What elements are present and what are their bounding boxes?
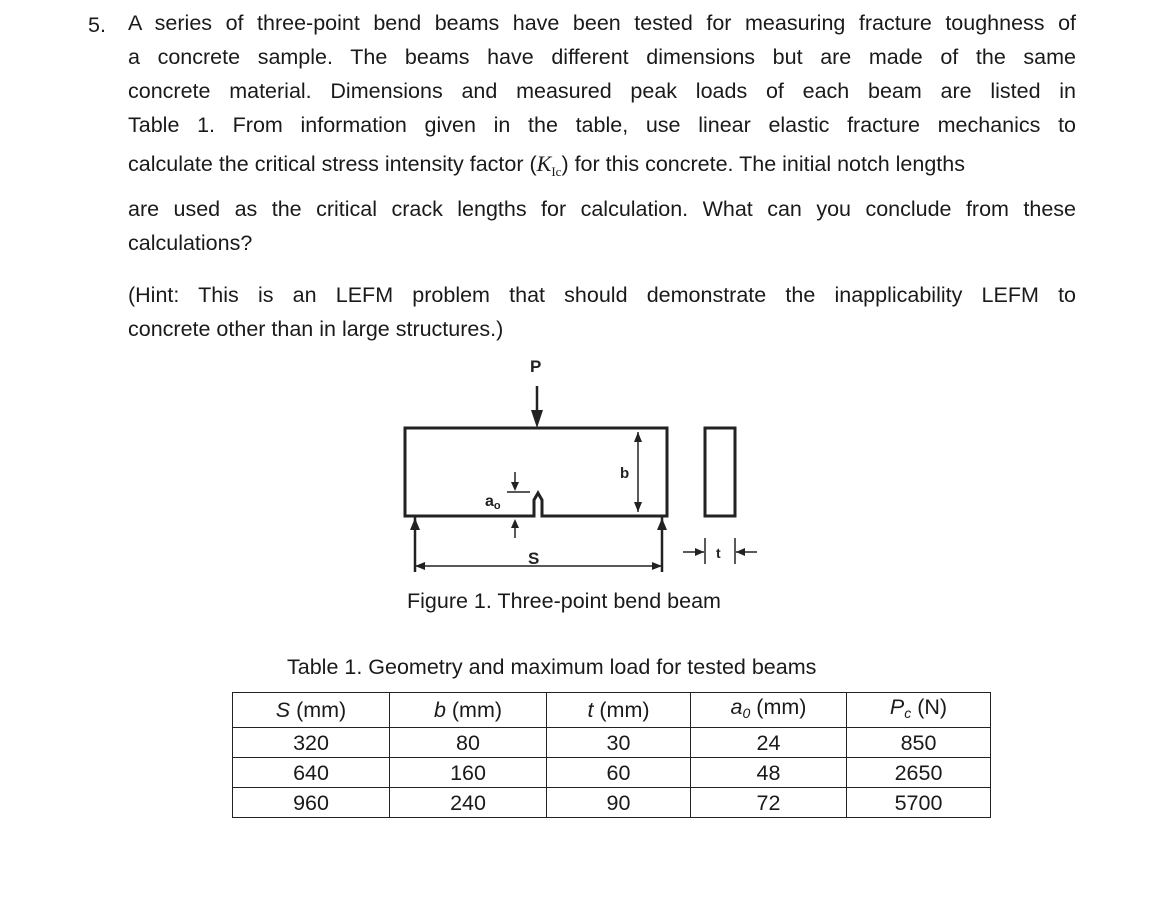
- span-arrow-left: [415, 562, 425, 570]
- table-caption: Table 1. Geometry and maximum load for tested beams: [287, 655, 817, 679]
- question-line: are used as the critical crack lengths for calculation. What can you conclude from these: [128, 197, 1076, 221]
- question-text: [128, 6, 1076, 260]
- question-line-pre: calculate the critical stress intensity factor (: [128, 152, 537, 176]
- span-arrow-right: [652, 562, 662, 570]
- question-line: calculations?: [128, 231, 253, 255]
- t-arrow-left-head: [695, 548, 704, 556]
- figure-label-p: P: [530, 357, 542, 376]
- figure-label-a: [485, 493, 501, 512]
- header-notch-length: $a_0$ (mm): [691, 693, 847, 728]
- cross-section-outline: [705, 428, 735, 516]
- figure-label-a-sub: o: [493, 500, 501, 512]
- cell-thickness: 90: [547, 788, 691, 818]
- table-header-row: [233, 693, 991, 728]
- cell-notch-length: 48: [691, 758, 847, 788]
- hint-line: concrete other than in large structures.): [128, 317, 504, 341]
- header-span: S (mm): [233, 693, 390, 728]
- hint-line: (Hint: This is an LEFM problem that should demonstrate the inapplicability LEFM to: [128, 283, 1076, 307]
- cell-peak-load: 2650: [847, 758, 991, 788]
- header-depth: b (mm): [390, 693, 547, 728]
- load-arrow-head: [531, 410, 543, 428]
- question-line-formula: [128, 144, 1076, 192]
- figure-label-t: t: [716, 545, 721, 561]
- k-subscript: Ic: [551, 164, 562, 179]
- figure-label-s: S: [528, 549, 540, 568]
- question-line: concrete material. Dimensions and measured peak loads of each beam are listed in: [128, 79, 1076, 103]
- left-support-arrow: [410, 518, 420, 530]
- beam-data-table: [232, 692, 991, 818]
- table-row: [233, 728, 991, 758]
- cell-peak-load: 5700: [847, 788, 991, 818]
- notch-arrow-bottom-head: [511, 519, 519, 528]
- question-line: Table 1. From information given in the table, use linear elastic fracture mechanics to: [128, 113, 1076, 137]
- cell-depth: 240: [390, 788, 547, 818]
- b-arrow-top: [634, 432, 642, 442]
- figure-label-b: b: [620, 465, 630, 482]
- k-symbol: K: [536, 151, 552, 176]
- right-support-arrow: [657, 518, 667, 530]
- header-thickness: t (mm): [547, 693, 691, 728]
- hint-text: [128, 278, 1076, 346]
- cell-span: 960: [233, 788, 390, 818]
- question-number: 5.: [88, 13, 106, 37]
- header-peak-load: $P_c$ (N): [847, 693, 991, 728]
- cell-notch-length: 72: [691, 788, 847, 818]
- question-line: a concrete sample. The beams have different dimensions but are made of the same: [128, 45, 1076, 69]
- b-arrow-bottom: [634, 502, 642, 512]
- question-line: A series of three-point bend beams have been tested for measuring fracture toughness of: [128, 11, 1076, 35]
- cell-span: 320: [233, 728, 390, 758]
- t-arrow-right-head: [736, 548, 745, 556]
- figure-caption: Figure 1. Three-point bend beam: [407, 589, 721, 613]
- cell-notch-length: 24: [691, 728, 847, 758]
- cell-depth: 160: [390, 758, 547, 788]
- cell-thickness: 60: [547, 758, 691, 788]
- question-line-post: ) for this concrete. The initial notch lengths: [561, 152, 965, 176]
- figure-label-a-sym: a: [485, 493, 494, 510]
- cell-depth: 80: [390, 728, 547, 758]
- three-point-bend-figure: [395, 350, 795, 590]
- table-row: [233, 788, 991, 818]
- table-row: [233, 758, 991, 788]
- cell-span: 640: [233, 758, 390, 788]
- cell-thickness: 30: [547, 728, 691, 758]
- cell-peak-load: 850: [847, 728, 991, 758]
- notch-arrow-top-head: [511, 482, 519, 491]
